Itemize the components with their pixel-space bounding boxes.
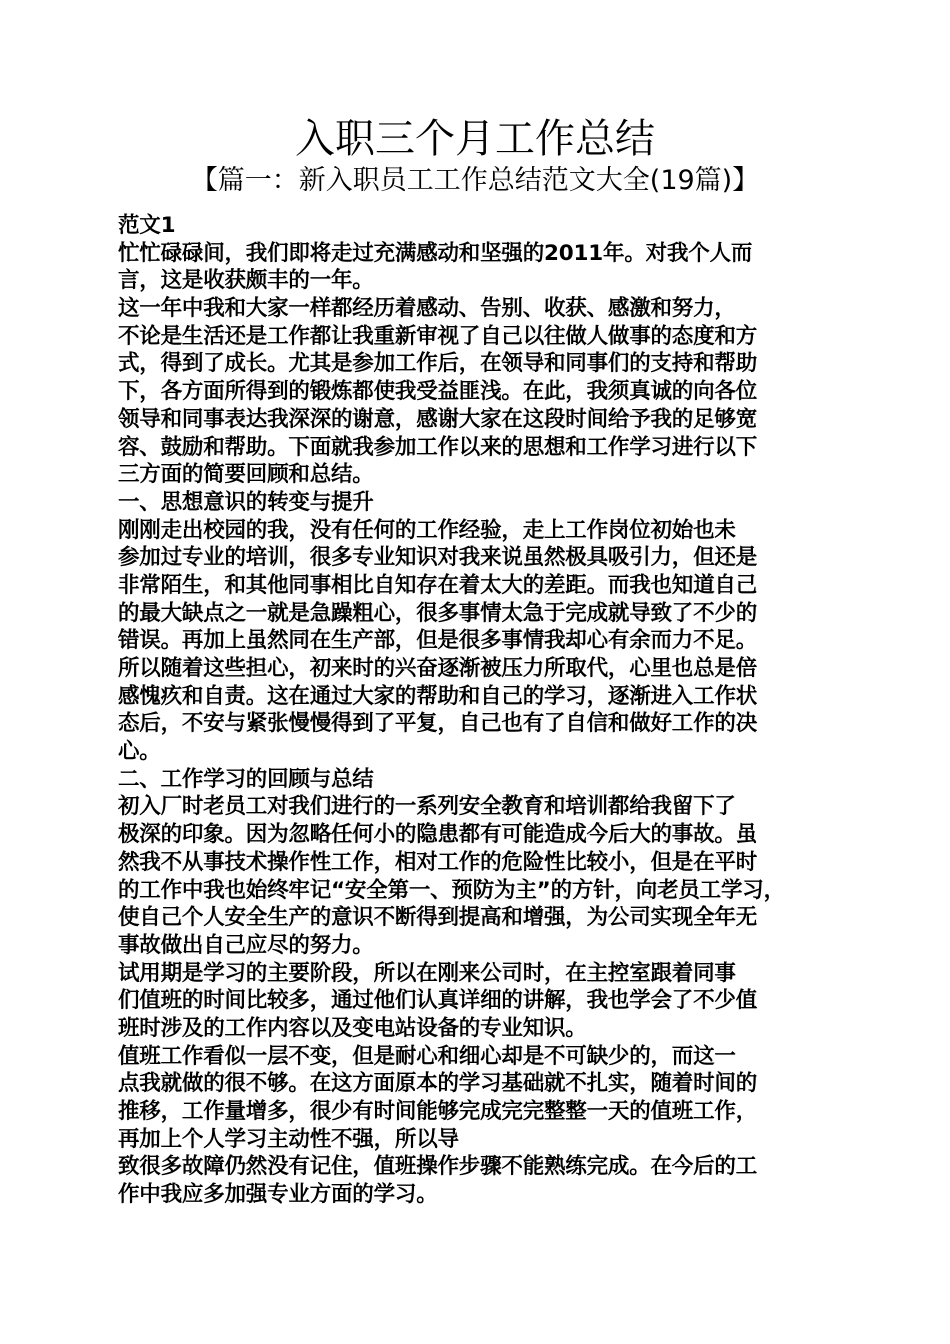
text-line: 然我不从事技术操作性工作，相对工作的危险性比较小，但是在平时 [118, 849, 758, 875]
text-line: 这一年中我和大家一样都经历着感动、告别、收获、感激和努力， [118, 296, 736, 322]
section-heading: 一、思想意识的转变与提升 [118, 489, 374, 515]
text-line: 们值班的时间比较多，通过他们认真详细的讲解，我也学会了不少值 [118, 988, 758, 1014]
text-line: 非常陌生，和其他同事相比自知存在着太大的差距。而我也知道自己 [118, 572, 758, 598]
text-line: 感愧疚和自责。这在通过大家的帮助和自己的学习，逐渐进入工作状 [118, 683, 758, 709]
text-line: 推移，工作量增多，很少有时间能够完成完完整整一天的值班工作， [118, 1099, 758, 1124]
text-line: 再加上个人学习主动性不强，所以导 [118, 1126, 459, 1152]
text-line: 使自己个人安全生产的意识不断得到提高和增强，为公司实现全年无 [118, 905, 758, 931]
text-line: 言，这是收获颇丰的一年。 [118, 268, 374, 294]
text-line: 极深的印象。因为忽略任何小的隐患都有可能造成今后大的事故。虽 [118, 822, 758, 848]
text-line: 式，得到了成长。尤其是参加工作后，在领导和同事们的支持和帮助 [118, 351, 758, 377]
text-line: 容、鼓励和帮助。下面就我参加工作以来的思想和工作学习进行以下 [118, 434, 758, 460]
text-line: 不论是生活还是工作都让我重新审视了自己以往做人做事的态度和方 [118, 323, 758, 349]
text-line: 错误。再加上虽然同在生产部，但是很多事情我却心有余而力不足。 [118, 628, 758, 654]
text-line: 的工作中我也始终牢记“安全第一、预防为主”的方针，向老员工学习， [118, 877, 785, 903]
text-line: 心。 [118, 739, 161, 765]
document-body [118, 212, 858, 1209]
text-line: 值班工作看似一层不变，但是耐心和细心却是不可缺少的，而这一 [118, 1043, 736, 1069]
text-line: 三方面的简要回顾和总结。 [118, 462, 374, 488]
text-line: 参加过专业的培训，很多专业知识对我来说虽然极具吸引力，但还是 [118, 545, 758, 571]
text-line: 态后，不安与紧张慢慢得到了平复，自己也有了自信和做好工作的决 [118, 711, 758, 737]
text-line: 领导和同事表达我深深的谢意，感谢大家在这段时间给予我的足够宽 [118, 406, 758, 432]
text-line: 致很多故障仍然没有记住，值班操作步骤不能熟练完成。在今后的工 [118, 1154, 758, 1180]
text-line: 下，各方面所得到的锻炼都使我受益匪浅。在此，我须真诚的向各位 [118, 379, 758, 405]
text-line: 事故做出自己应尽的努力。 [118, 932, 374, 958]
text-line: 点我就做的很不够。在这方面原本的学习基础就不扎实，随着时间的 [118, 1071, 758, 1097]
page-subtitle: 【篇一：新入职员工工作总结范文大全(19篇)】 [190, 165, 760, 196]
text-line: 的最大缺点之一就是急躁粗心，很多事情太急于完成就导致了不少的 [118, 600, 758, 626]
text-line: 所以随着这些担心，初来时的兴奋逐渐被压力所取代，心里也总是倍 [118, 656, 758, 681]
text-line: 试用期是学习的主要阶段，所以在刚来公司时，在主控室跟着同事 [118, 960, 736, 986]
text-line: 刚刚走出校园的我，没有任何的工作经验，走上工作岗位初始也未 [118, 517, 736, 543]
text-line: 初入厂时老员工对我们进行的一系列安全教育和培训都给我留下了 [118, 794, 736, 820]
section-heading: 二、工作学习的回顾与总结 [118, 766, 374, 792]
text-line: 范文1 [118, 213, 176, 238]
text-line: 班时涉及的工作内容以及变电站设备的专业知识。 [118, 1015, 587, 1041]
text-line: 作中我应多加强专业方面的学习。 [118, 1182, 438, 1208]
text-line: 忙忙碌碌间，我们即将走过充满感动和坚强的2011年。对我个人而 [118, 240, 753, 266]
page-title: 入职三个月工作总结 [295, 116, 655, 162]
